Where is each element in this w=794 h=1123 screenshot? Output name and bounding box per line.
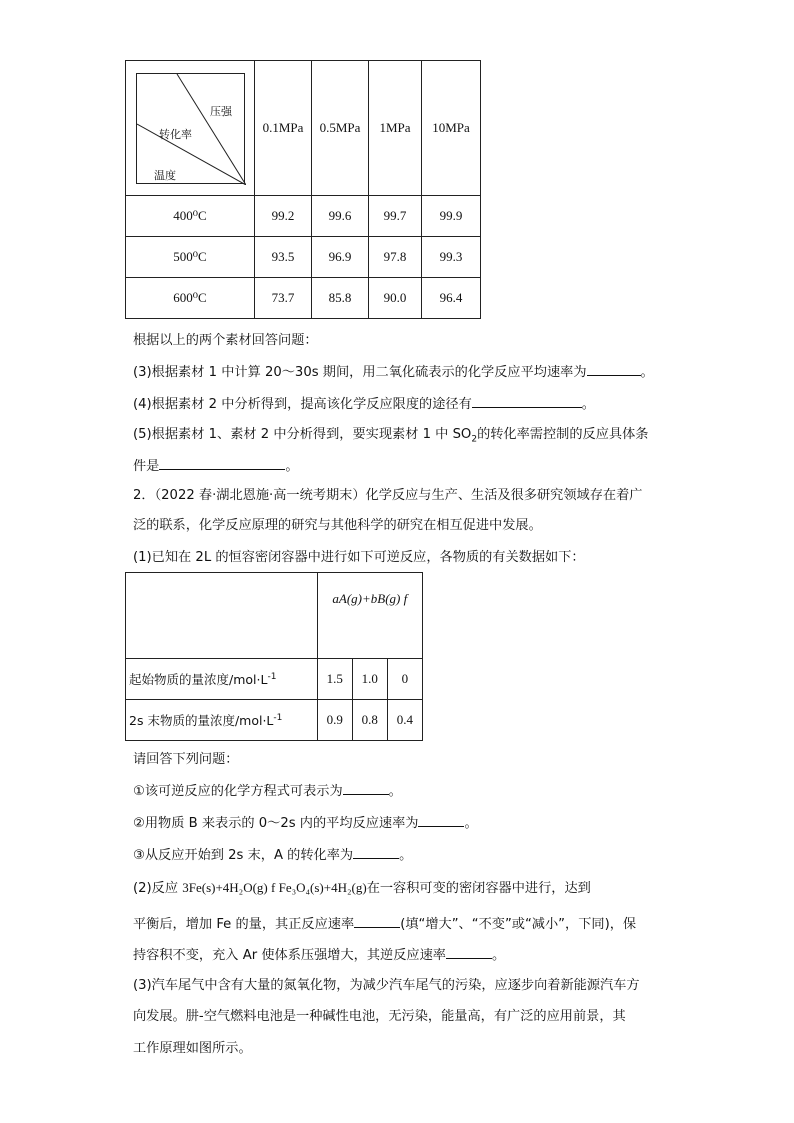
concentration-table-header [126, 573, 423, 659]
answer-blank[interactable] [587, 361, 641, 376]
value-cell: 1.0 [352, 659, 387, 700]
value-cell: 99.3 [422, 237, 481, 278]
table-row [126, 237, 481, 278]
question-3-text: (3)根据素材 1 中计算 20～30s 期间，用二氧化硫表示的化学反应平均速率为 [133, 365, 587, 380]
answer-blank[interactable] [159, 455, 285, 470]
question-5-text-c: 件是 [133, 459, 160, 474]
problem-2-line-1: 2．（2022 春·湖北恩施·高一统考期末）化学反应与生产、生活及很多研究领域存在着广 [133, 488, 643, 503]
row-label [126, 659, 318, 700]
question-3b-line-2: 向发展。肼-空气燃料电池是一种碱性电池，无污染，能量高，有广泛的应用前景，其 [133, 1009, 626, 1024]
problem-2-line-2: 泛的联系，化学反应原理的研究与其他科学的研究在相互促进中发展。 [133, 518, 542, 533]
value-cell: 73.7 [255, 278, 312, 319]
row-label-text: 起始物质的量浓度/mol·L [129, 672, 268, 687]
reaction-equation: aA(g)+bB(g) f [332, 591, 408, 606]
problem-2-part-1: (1)已知在 2L 的恒容密闭容器中进行如下可逆反应，各物质的有关数据如下： [133, 550, 585, 565]
question-5-end: 。 [285, 459, 299, 474]
answer-blank[interactable] [354, 913, 400, 928]
conversion-table [125, 60, 481, 319]
answer-blank[interactable] [446, 944, 492, 959]
answer-blank[interactable] [343, 780, 389, 795]
subscript: 2 [471, 434, 478, 445]
pressure-header: 0.1MPa [255, 61, 312, 196]
value-cell: 97.8 [369, 237, 422, 278]
question-3b-line-3: 工作原理如图所示。 [133, 1041, 252, 1056]
superscript: -1 [267, 671, 277, 682]
empty-header-cell [126, 573, 318, 659]
pressure-header: 10MPa [422, 61, 481, 196]
question-4 [133, 393, 595, 415]
row-label-text: 2s 末物质的量浓度/mol·L [129, 713, 274, 728]
ask-text: 请回答下列问题： [133, 752, 239, 767]
value-cell: 99.6 [312, 196, 369, 237]
value-cell: 96.4 [422, 278, 481, 319]
value-cell: 93.5 [255, 237, 312, 278]
pressure-header: 0.5MPa [312, 61, 369, 196]
table-row [126, 659, 423, 700]
value-cell: 1.5 [317, 659, 352, 700]
equation-header [317, 573, 422, 659]
value-cell: 0.8 [352, 700, 387, 741]
question-3b-line-1: (3)汽车尾气中含有大量的氮氧化物，为减少汽车尾气的污染，应逐步向着新能源汽车方 [133, 978, 640, 993]
value-cell: 85.8 [312, 278, 369, 319]
superscript: -1 [273, 712, 283, 723]
row-label [126, 700, 318, 741]
sub-question-3 [133, 844, 412, 866]
temperature-cell: 600⁰C [126, 278, 255, 319]
value-cell: 99.2 [255, 196, 312, 237]
sub-question-3-text: ③从反应开始到 2s 末，A 的转化率为 [133, 848, 354, 863]
question-2-line-2 [133, 913, 636, 935]
conversion-table-header [126, 61, 481, 196]
value-cell: 0.4 [387, 700, 422, 741]
question-5-text-b: 的转化率需控制的反应具体条 [477, 427, 649, 442]
conversion-label: 转化率 [159, 128, 192, 141]
question-4-text: (4)根据素材 2 中分析得到，提高该化学反应限度的途径有 [133, 397, 472, 412]
question-2-end: 。 [491, 948, 506, 963]
table-row [126, 196, 481, 237]
temperature-cell: 400⁰C [126, 196, 255, 237]
question-5 [133, 425, 649, 450]
temperature-label: 温度 [154, 169, 176, 182]
sub-question-1-text: ①该可逆反应的化学方程式可表示为 [133, 784, 343, 799]
reaction-equation-fe: 3Fe(s)+4H₂O(g) f Fe₃O₄(s)+4H₂(g) [182, 880, 367, 895]
temperature-cell: 500⁰C [126, 237, 255, 278]
table-row [126, 278, 481, 319]
sub-question-1-end: 。 [388, 784, 402, 799]
question-2-line-3 [133, 944, 505, 966]
pressure-header: 1MPa [369, 61, 422, 196]
question-5-text: (5)根据素材 1、素材 2 中分析得到，要实现素材 1 中 SO [133, 427, 472, 442]
value-cell: 99.7 [369, 196, 422, 237]
value-cell: 0.9 [317, 700, 352, 741]
sub-question-2 [133, 812, 478, 834]
question-2-text-b: 在一容积可变的密闭容器中进行，达到 [366, 881, 591, 896]
value-cell: 0 [387, 659, 422, 700]
diagonal-header-box [136, 73, 245, 184]
sub-question-2-end: 。 [464, 816, 478, 831]
question-4-end: 。 [581, 397, 595, 412]
diagonal-header-cell [126, 61, 255, 196]
value-cell: 99.9 [422, 196, 481, 237]
question-2-text-e: 持容积不变，充入 Ar 使体系压强增大，其逆反应速率 [133, 948, 446, 963]
question-5-continued [133, 455, 299, 477]
sub-question-3-end: 。 [399, 848, 413, 863]
answer-blank[interactable] [418, 812, 464, 827]
answer-blank[interactable] [472, 393, 582, 408]
question-2-text: (2)反应 [133, 881, 183, 896]
intro-text: 根据以上的两个素材回答问题： [133, 333, 318, 348]
question-2-text-d: (填“增大”、“不变”或“减小”，下同)，保 [400, 917, 637, 932]
table-row [126, 700, 423, 741]
concentration-table [125, 572, 423, 741]
value-cell: 96.9 [312, 237, 369, 278]
value-cell: 90.0 [369, 278, 422, 319]
question-2-text-c: 平衡后，增加 Fe 的量，其正反应速率 [133, 917, 355, 932]
question-3-end: 。 [640, 365, 654, 380]
sub-question-1 [133, 780, 402, 802]
answer-blank[interactable] [353, 844, 399, 859]
question-3 [133, 361, 654, 383]
question-2-line-1 [133, 878, 591, 899]
sub-question-2-text: ②用物质 B 来表示的 0～2s 内的平均反应速率为 [133, 816, 419, 831]
pressure-label: 压强 [210, 105, 232, 118]
